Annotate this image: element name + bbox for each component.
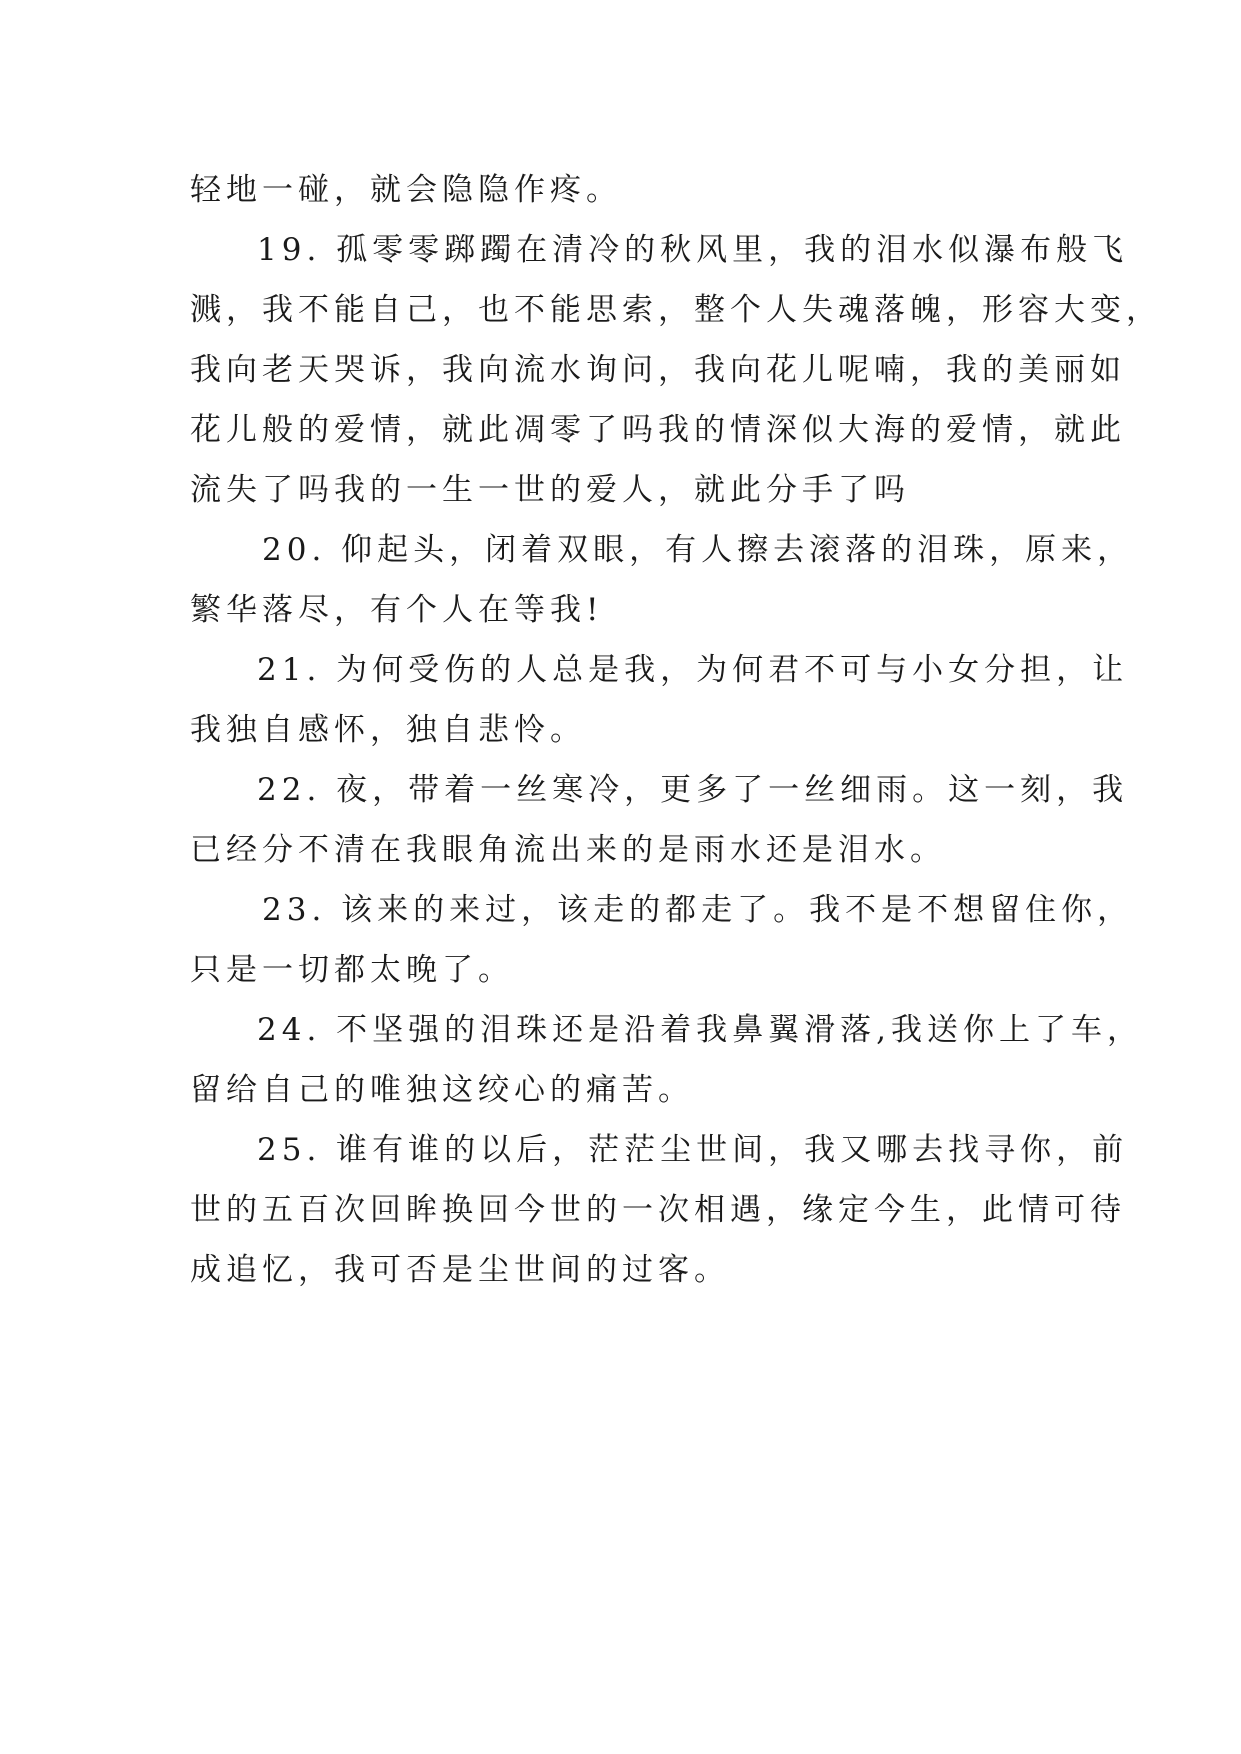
paragraph-line: 20. 仰起头，闭着双眼，有人擦去滚落的泪珠，原来， bbox=[262, 532, 1134, 568]
paragraph-line: 24. 不坚强的泪珠还是沿着我鼻翼滑落,我送你上了车， bbox=[257, 1012, 1144, 1048]
paragraph-19 bbox=[190, 220, 1162, 520]
paragraph-line: 已经分不清在我眼角流出来的是雨水还是泪水。 bbox=[190, 832, 946, 868]
paragraph-line: 我独自感怀，独自悲怜。 bbox=[190, 712, 586, 748]
paragraph-line: 22. 夜，带着一丝寒冷，更多了一丝细雨。这一刻，我 bbox=[257, 772, 1129, 808]
paragraph-continuation bbox=[190, 160, 1055, 220]
paragraph-25 bbox=[190, 1120, 1129, 1300]
paragraph-24 bbox=[190, 1000, 1144, 1120]
paragraph-line: 留给自己的唯独这绞心的痛苦。 bbox=[190, 1072, 694, 1108]
paragraph-line: 花儿般的爱情，就此凋零了吗我的情深似大海的爱情，就此 bbox=[190, 412, 1126, 448]
paragraph-20 bbox=[190, 520, 1134, 640]
paragraph-line: 世的五百次回眸换回今世的一次相遇，缘定今生，此情可待 bbox=[190, 1192, 1126, 1228]
paragraph-line: 只是一切都太晚了。 bbox=[190, 952, 514, 988]
paragraph-21 bbox=[190, 640, 1129, 760]
paragraph-line: 19. 孤零零踯躅在清冷的秋风里，我的泪水似瀑布般飞 bbox=[257, 232, 1129, 268]
paragraph-line: 21. 为何受伤的人总是我，为何君不可与小女分担，让 bbox=[257, 652, 1129, 688]
paragraph-23 bbox=[190, 880, 1134, 1000]
paragraph-line: 成追忆，我可否是尘世间的过客。 bbox=[190, 1252, 730, 1288]
document-body bbox=[190, 160, 1162, 1300]
paragraph-line: 繁华落尽，有个人在等我! bbox=[190, 592, 604, 628]
paragraph-line: 溅，我不能自己，也不能思索，整个人失魂落魄，形容大变， bbox=[190, 292, 1162, 328]
paragraph-22 bbox=[190, 760, 1129, 880]
paragraph-line: 流失了吗我的一生一世的爱人，就此分手了吗 bbox=[190, 472, 910, 508]
paragraph-line: 25. 谁有谁的以后，茫茫尘世间，我又哪去找寻你，前 bbox=[257, 1132, 1129, 1168]
paragraph-line: 23. 该来的来过，该走的都走了。我不是不想留住你， bbox=[262, 892, 1134, 928]
paragraph-line: 我向老天哭诉，我向流水询问，我向花儿呢喃，我的美丽如 bbox=[190, 352, 1126, 388]
paragraph-line: 轻地一碰，就会隐隐作疼。 bbox=[190, 172, 622, 208]
